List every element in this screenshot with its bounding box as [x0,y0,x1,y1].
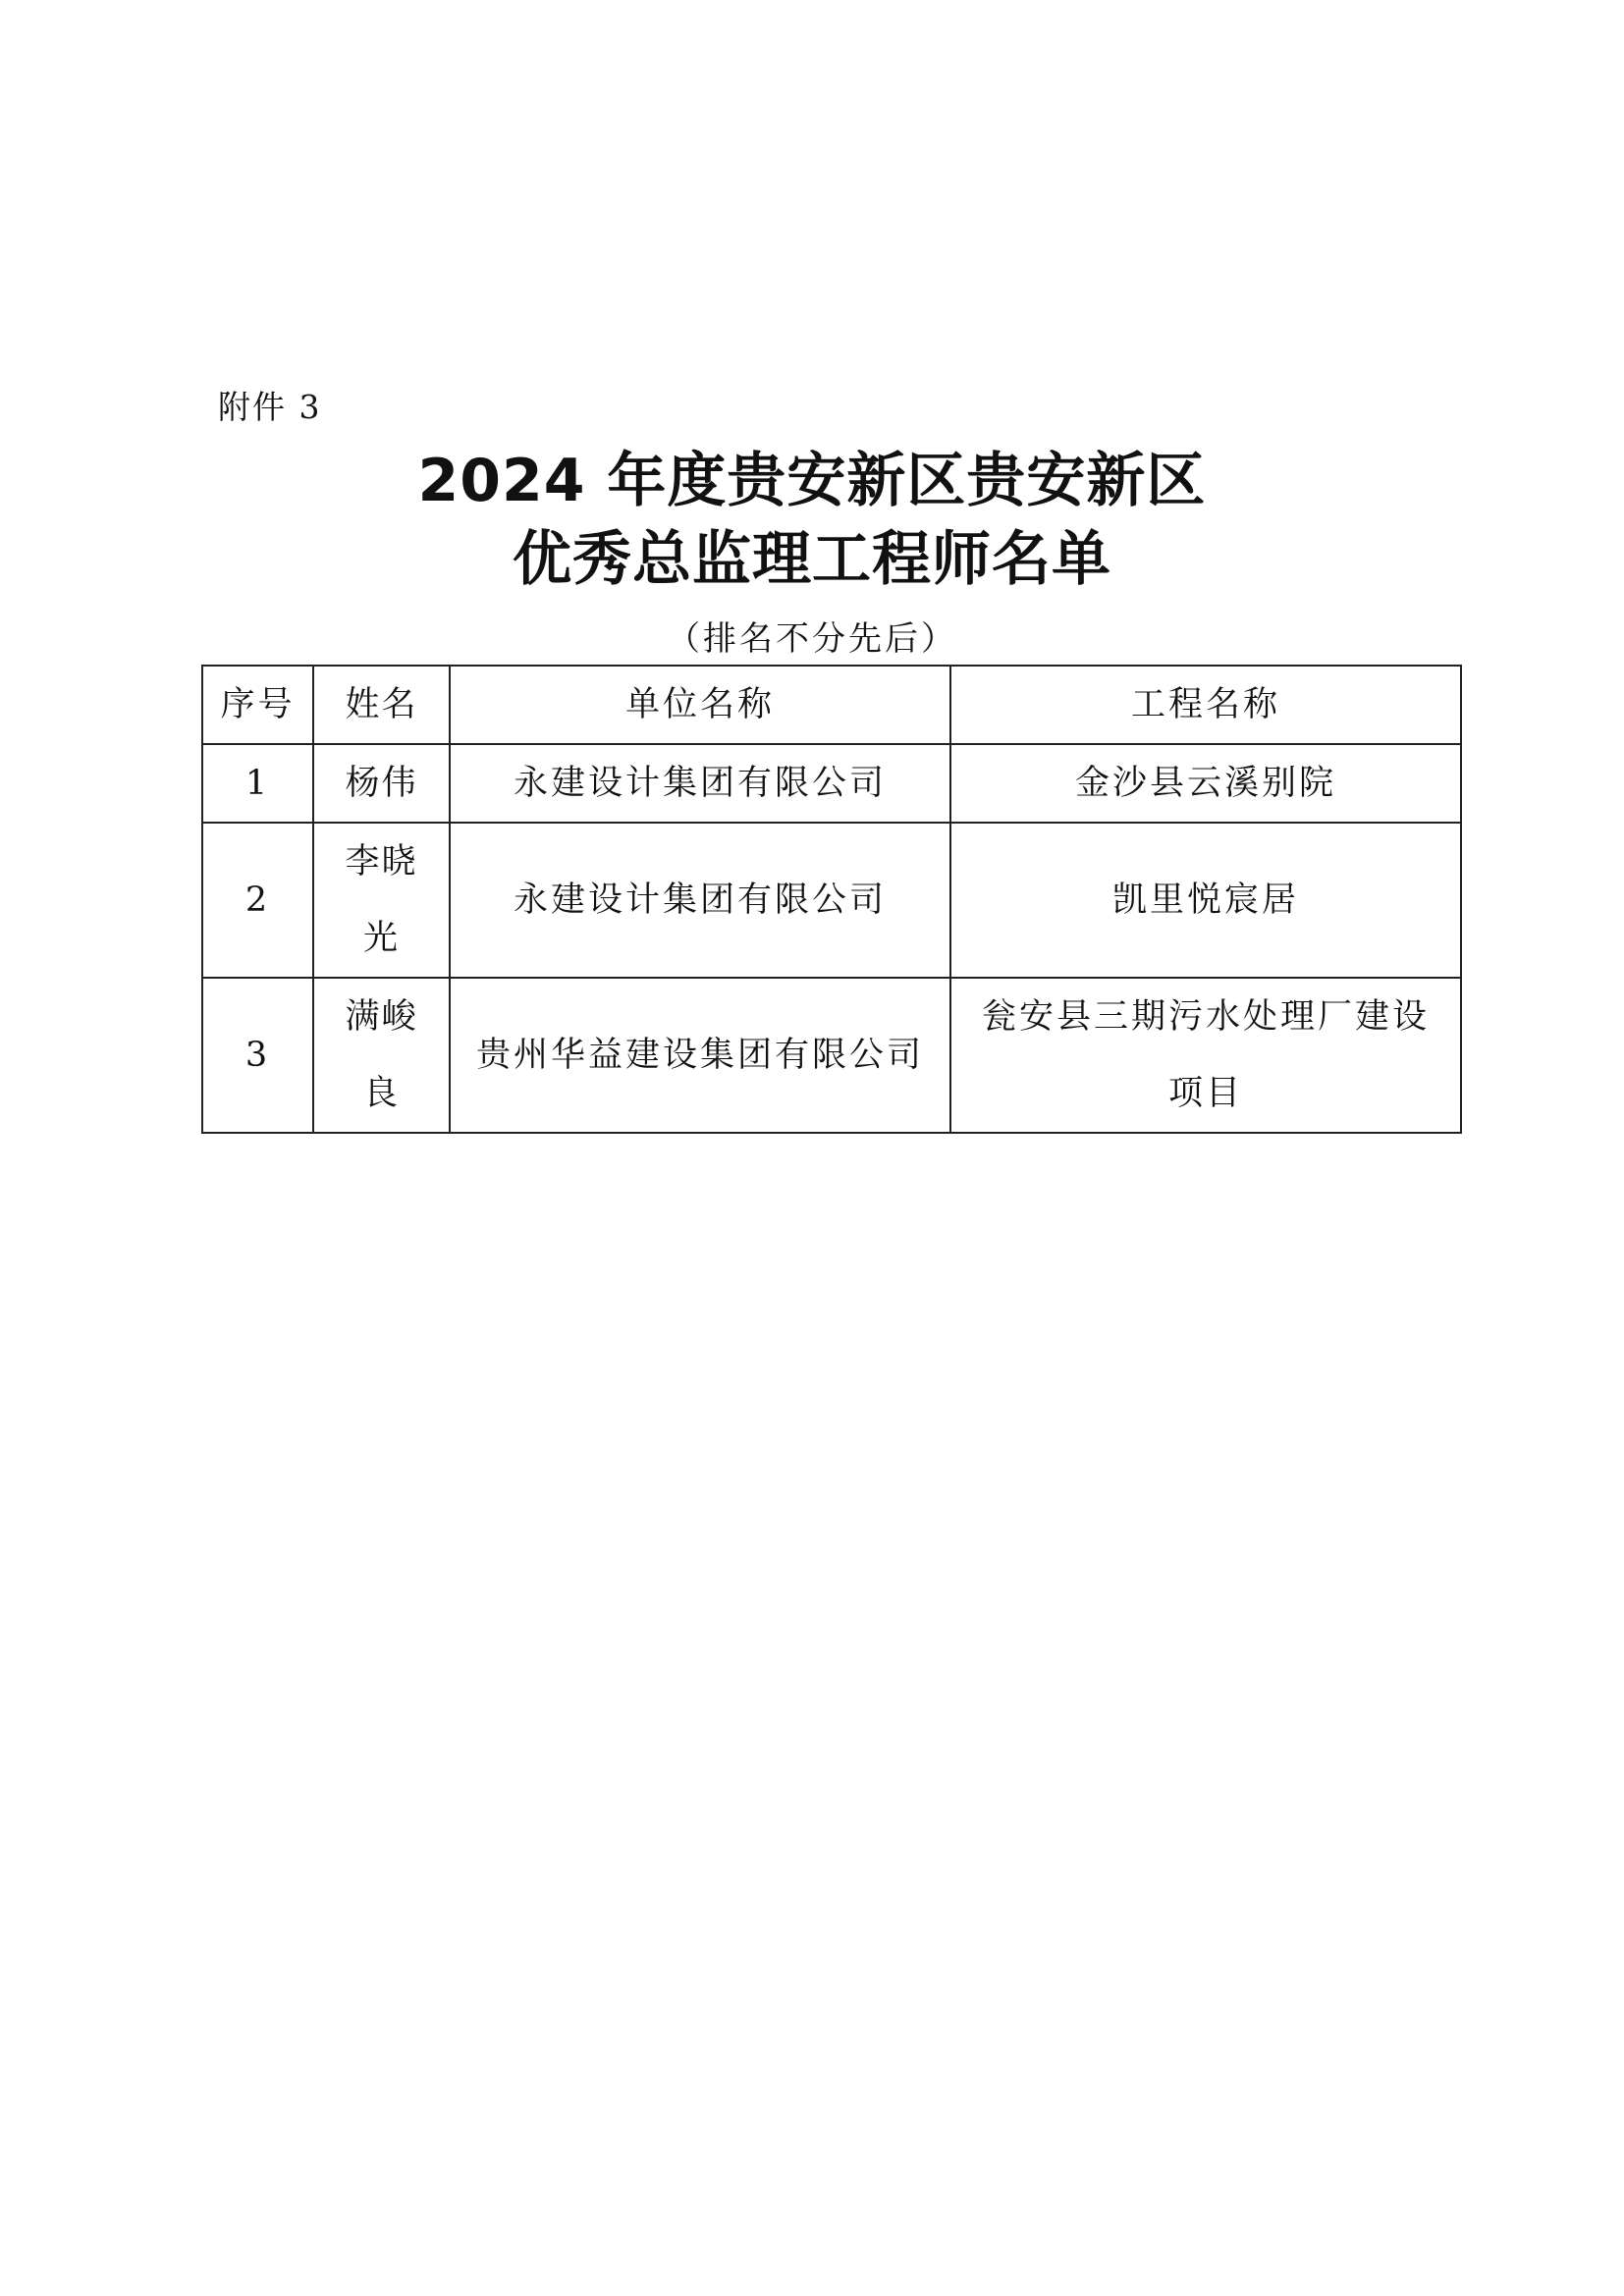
project-line: 瓮安县三期污水处理厂建设 [981,997,1430,1037]
award-list-table [201,665,1462,1134]
row-seq: 3 [202,978,313,1133]
header-unit: 单位名称 [450,666,950,744]
row-name [313,823,450,978]
name-line: 李晓 [345,842,418,881]
name-line: 杨伟 [345,764,418,803]
document-subtitle: （排名不分先后） [667,619,957,659]
row-project [950,744,1461,823]
project-line: 凯里悦宸居 [1111,881,1299,920]
row-unit: 永建设计集团有限公司 [450,823,950,978]
header-project: 工程名称 [950,666,1461,744]
row-project [950,978,1461,1133]
project-line: 项目 [1167,1074,1243,1113]
document-title-line-1: 2024 年度贵安新区贵安新区 [417,447,1207,515]
table-header-row [202,666,1461,744]
row-unit: 贵州华益建设集团有限公司 [450,978,950,1133]
table-row [202,744,1461,823]
table-row [202,823,1461,978]
name-line: 满峻 [345,997,418,1037]
name-line: 良 [362,1074,400,1113]
row-project [950,823,1461,978]
table-row [202,978,1461,1133]
header-seq: 序号 [202,666,313,744]
row-seq: 1 [202,744,313,823]
row-unit: 永建设计集团有限公司 [450,744,950,823]
row-seq: 2 [202,823,313,978]
document-title-line-2: 优秀总监理工程师名单 [513,525,1111,594]
name-line: 光 [362,919,400,958]
row-name [313,978,450,1133]
project-line: 金沙县云溪别院 [1074,764,1336,803]
row-name [313,744,450,823]
header-name: 姓名 [313,666,450,744]
attachment-label: 附件 3 [218,388,322,426]
